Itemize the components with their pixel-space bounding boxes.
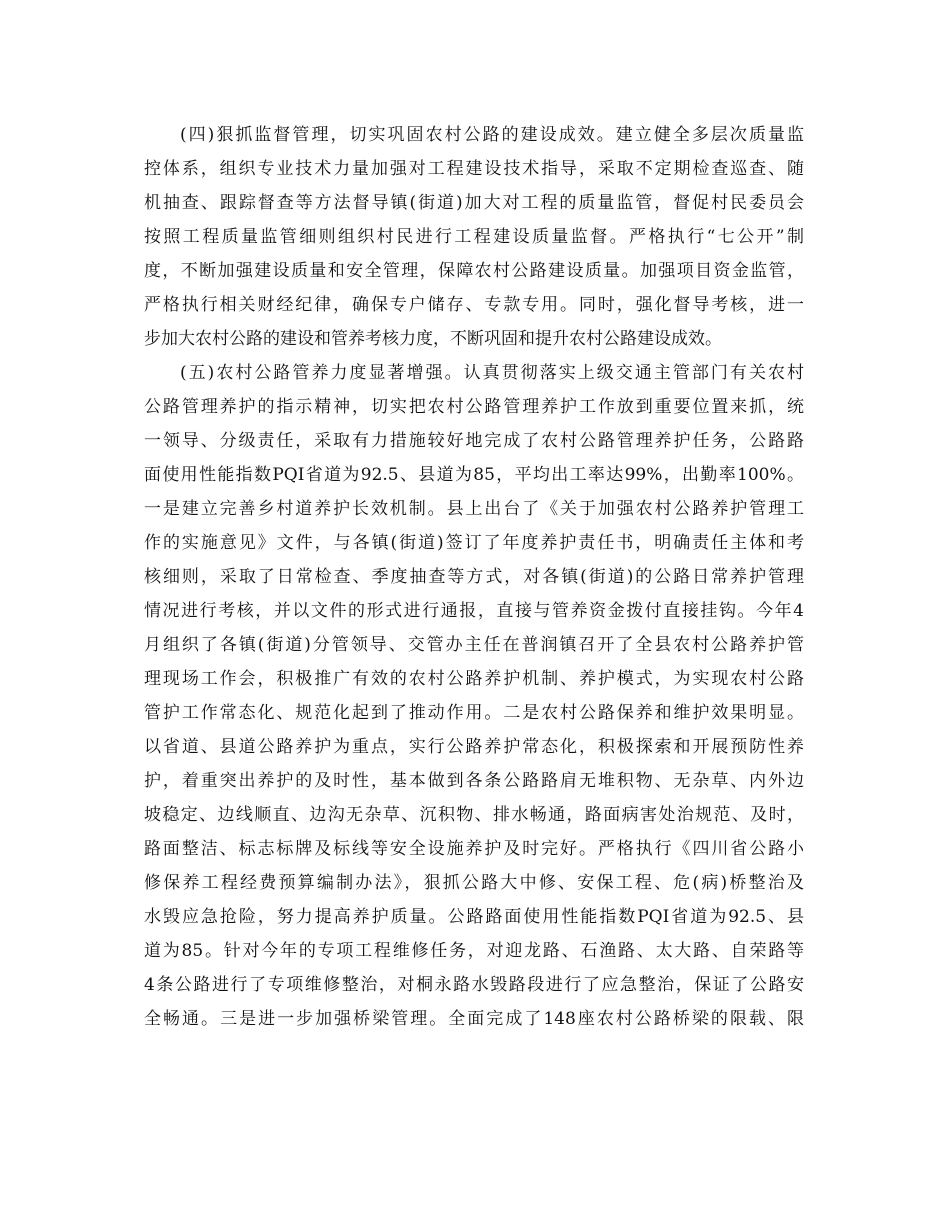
text-line: (五)农村公路管养力度显著增强。认真贯彻落实上级交通主管部门有关农村: [180, 363, 804, 383]
text-line: 公路管理养护的指示精神，切实把农村公路管理养护工作放到重要位置来抓，统: [144, 397, 804, 417]
text-line: 控体系，组织专业技术力量加强对工程建设技术指导，采取不定期检查巡查、随: [144, 159, 804, 179]
text-line: 一是建立完善乡村道养护长效机制。县上出台了《关于加强农村公路养护管理工: [144, 499, 804, 519]
paragraph: [144, 356, 804, 1036]
text-line: 机抽查、跟踪督查等方法督导镇(街道)加大对工程的质量监管，督促村民委员会: [144, 193, 804, 213]
text-line: 严格执行相关财经纪律，确保专户储存、专款专用。同时，强化督导考核，进一: [144, 295, 804, 315]
text-line: 坡稳定、边线顺直、边沟无杂草、沉积物、排水畅通，路面病害处治规范、及时，: [144, 805, 804, 825]
text-line: 修保养工程经费预算编制办法》，狠抓公路大中修、安保工程、危(病)桥整治及: [144, 873, 804, 893]
text-line: 月组织了各镇(街道)分管领导、交管办主任在普润镇召开了全县农村公路养护管: [144, 635, 804, 655]
text-line: 4条公路进行了专项维修整治，对桐永路水毁路段进行了应急整治，保证了公路安: [144, 975, 804, 995]
document-body: [144, 118, 804, 1036]
text-line: 全畅通。三是进一步加强桥梁管理。全面完成了148座农村公路桥梁的限载、限: [144, 1009, 804, 1029]
text-line: 按照工程质量监管细则组织村民进行工程建设质量监督。严格执行“七公开”制: [144, 227, 804, 247]
text-line: 路面整洁、标志标牌及标线等安全设施养护及时完好。严格执行《四川省公路小: [144, 839, 804, 859]
text-line: (四)狠抓监督管理，切实巩固农村公路的建设成效。建立健全多层次质量监: [180, 125, 804, 145]
text-line: 水毁应急抢险，努力提高养护质量。公路路面使用性能指数PQI省道为92.5、县: [144, 907, 804, 927]
text-line: 度，不断加强建设质量和安全管理，保障农村公路建设质量。加强项目资金监管，: [144, 261, 804, 281]
text-line: 面使用性能指数PQI省道为92.5、县道为85，平均出工率达99%，出勤率100%。: [144, 465, 804, 485]
text-line: 一领导、分级责任，采取有力措施较好地完成了农村公路管理养护任务，公路路: [144, 431, 804, 451]
text-line: 作的实施意见》文件，与各镇(街道)签订了年度养护责任书，明确责任主体和考: [144, 533, 804, 553]
text-line: 核细则，采取了日常检查、季度抽查等方式，对各镇(街道)的公路日常养护管理: [144, 567, 804, 587]
text-line: 以省道、县道公路养护为重点，实行公路养护常态化，积极探索和开展预防性养: [144, 737, 804, 757]
text-line: 步加大农村公路的建设和管养考核力度，不断巩固和提升农村公路建设成效。: [144, 329, 722, 349]
text-line: 情况进行考核，并以文件的形式进行通报，直接与管养资金拨付直接挂钩。今年4: [144, 601, 804, 621]
text-line: 理现场工作会，积极推广有效的农村公路养护机制、养护模式，为实现农村公路: [144, 669, 804, 689]
text-line: 道为85。针对今年的专项工程维修任务，对迎龙路、石渔路、太大路、自荣路等: [144, 941, 804, 961]
paragraph: [144, 118, 804, 356]
text-line: 护，着重突出养护的及时性，基本做到各条公路路肩无堆积物、无杂草、内外边: [144, 771, 804, 791]
text-line: 管护工作常态化、规范化起到了推动作用。二是农村公路保养和维护效果明显。: [144, 703, 804, 723]
